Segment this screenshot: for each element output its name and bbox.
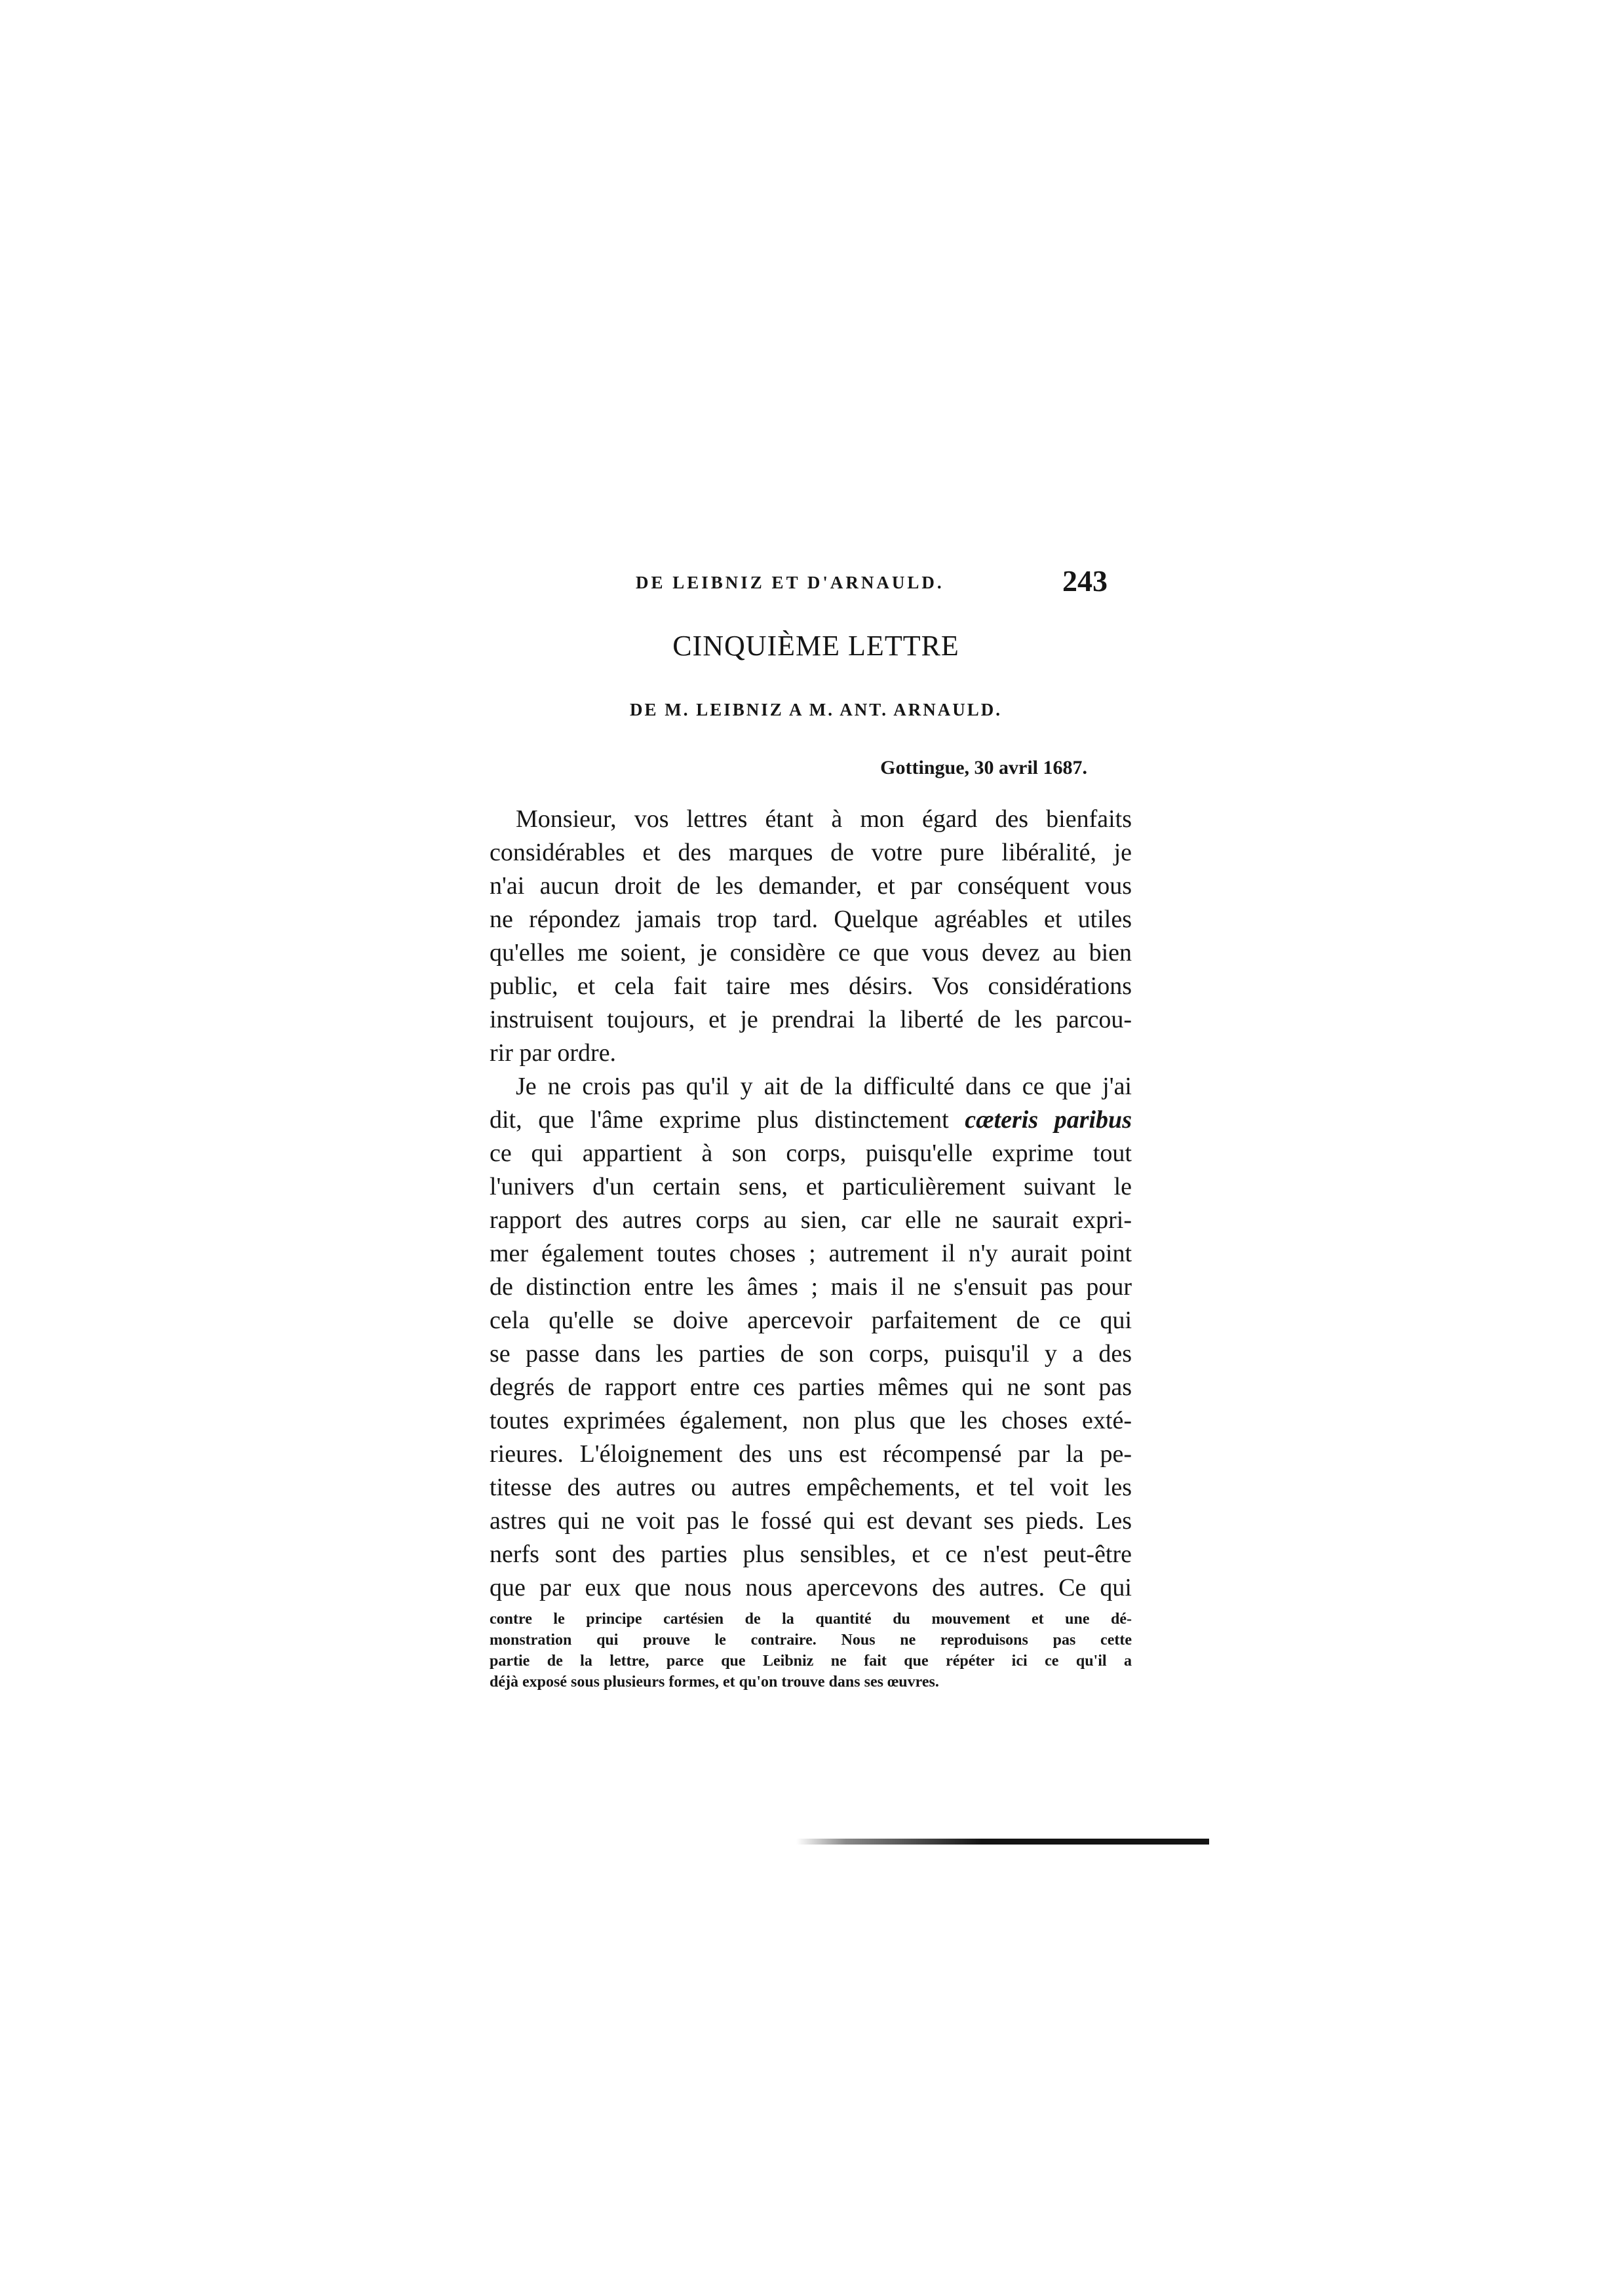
body-line: considérables et des marques de votre pure libéralité, je bbox=[490, 839, 1132, 866]
body-line: que par eux que nous nous apercevons des autres. Ce qui bbox=[490, 1574, 1132, 1601]
letter-body bbox=[490, 803, 1132, 1605]
footnote bbox=[490, 1609, 1132, 1693]
letter-title: CINQUIÈME LETTRE bbox=[672, 630, 959, 662]
body-line: astres qui ne voit pas le fossé qui est devant ses pieds. Les bbox=[490, 1507, 1132, 1535]
body-line: dit, que l'âme exprime plus distinctement cæteris paribus bbox=[490, 1106, 1132, 1134]
latin-phrase: cæteris paribus bbox=[965, 1106, 1132, 1134]
body-line: de distinction entre les âmes ; mais il ne s'ensuit pas pour bbox=[490, 1273, 1132, 1301]
page-number: 243 bbox=[1062, 564, 1108, 598]
footnote-line: monstration qui prouve le contraire. Nous ne reproduisons pas cette bbox=[490, 1632, 1132, 1649]
body-line: qu'elles me soient, je considère ce que vous devez au bien bbox=[490, 939, 1132, 966]
body-line: rieures. L'éloignement des uns est récompensé par la pe- bbox=[490, 1440, 1132, 1468]
body-line: n'ai aucun droit de les demander, et par conséquent vous bbox=[490, 872, 1132, 900]
footnote-line: déjà exposé sous plusieurs formes, et qu'on trouve dans ses œuvres. bbox=[490, 1674, 939, 1691]
body-line: cela qu'elle se doive apercevoir parfaitement de ce qui bbox=[490, 1307, 1132, 1334]
body-line: l'univers d'un certain sens, et particulièrement suivant le bbox=[490, 1173, 1132, 1200]
footnote-line: partie de la lettre, parce que Leibniz ne fait que répéter ici ce qu'il a bbox=[490, 1653, 1132, 1670]
body-line: degrés de rapport entre ces parties mêmes qui ne sont pas bbox=[490, 1373, 1132, 1401]
body-line: titesse des autres ou autres empêchements, et tel voit les bbox=[490, 1474, 1132, 1501]
body-line: rapport des autres corps au sien, car elle ne saurait expri- bbox=[490, 1206, 1132, 1234]
body-line: mer également toutes choses ; autrement il n'y aurait point bbox=[490, 1240, 1132, 1267]
body-line: rir par ordre. bbox=[490, 1039, 617, 1067]
body-line: Monsieur, vos lettres étant à mon égard des bienfaits bbox=[516, 805, 1132, 833]
letter-dateline: Gottingue, 30 avril 1687. bbox=[880, 757, 1087, 778]
running-title: DE LEIBNIZ ET D'ARNAULD. bbox=[636, 573, 944, 592]
running-header bbox=[636, 564, 1108, 609]
body-line: Je ne crois pas qu'il y ait de la difficulté dans ce que j'ai bbox=[516, 1073, 1132, 1100]
body-line: ce qui appartient à son corps, puisqu'elle exprime tout bbox=[490, 1139, 1132, 1167]
scan-rule-line bbox=[796, 1839, 1209, 1845]
body-line: public, et cela fait taire mes désirs. Vos considérations bbox=[490, 972, 1132, 1000]
body-line: ne répondez jamais trop tard. Quelque agréables et utiles bbox=[490, 906, 1132, 933]
letter-subtitle: DE M. LEIBNIZ A M. ANT. ARNAULD. bbox=[629, 700, 1003, 719]
body-line: nerfs sont des parties plus sensibles, et ce n'est peut-être bbox=[490, 1540, 1132, 1568]
body-line: se passe dans les parties de son corps, puisqu'il y a des bbox=[490, 1340, 1132, 1368]
footnote-line: contre le principe cartésien de la quantité du mouvement et une dé- bbox=[490, 1611, 1132, 1628]
body-line: instruisent toujours, et je prendrai la liberté de les parcou- bbox=[490, 1006, 1132, 1033]
body-line: toutes exprimées également, non plus que les choses exté- bbox=[490, 1407, 1132, 1434]
